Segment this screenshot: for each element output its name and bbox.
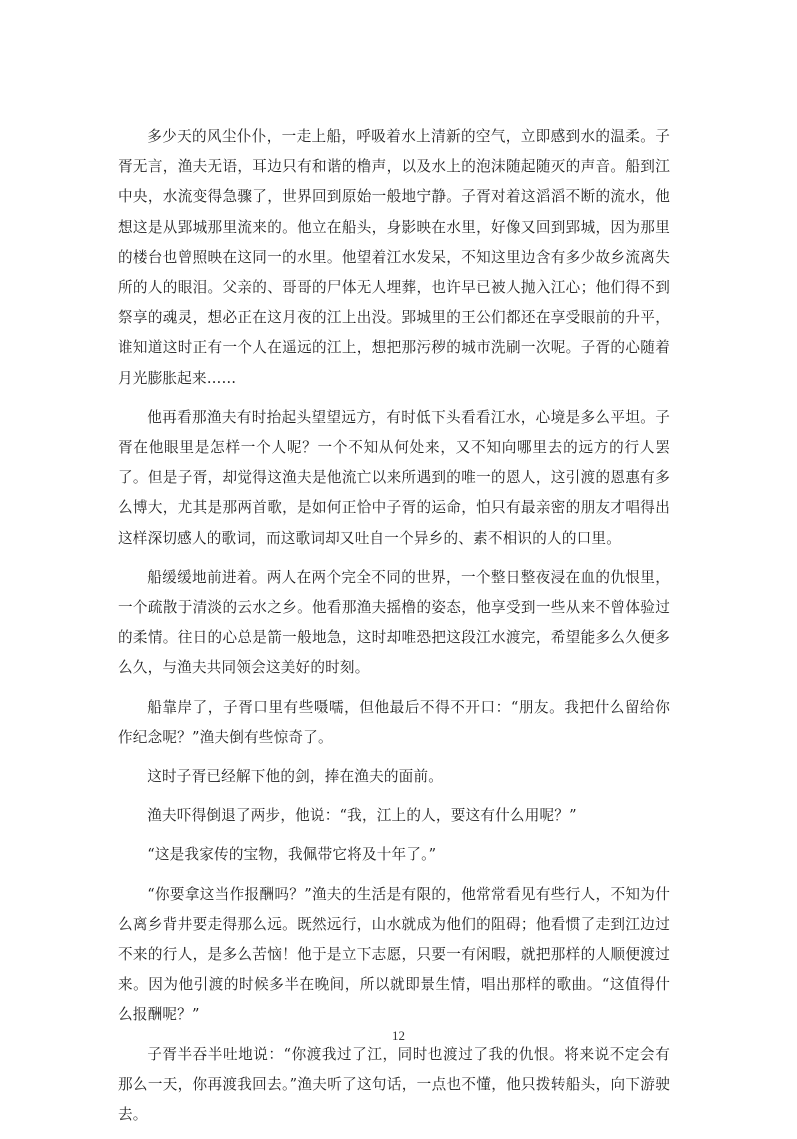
body-text	[118, 122, 670, 1139]
paragraph-7: “这是我家传的宝物，我佩带它将及十年了。”	[147, 846, 437, 864]
paragraph-3: 船缓缓地前进着。两人在两个完全不同的世界，一个整日整夜浸在血的仇恨里，一个疏散于清淡的云水之乡。他看那渔夫摇橹的姿态，他享受到一些从来不曾体验过的柔情。往日的心总是箭一般地急，这时却唯恐把这段江水渡完，希望能多么久便多么久，与渔夫共同领会这美好的时刻。	[118, 568, 670, 677]
paragraph-9: 子胥半吞半吐地说：“你渡我过了江，同时也渡过了我的仇恨。将来说不定会有那么一天，你再渡我回去。”渔夫听了这句话，一点也不懂，他只拨转船头，向下游驶去。	[118, 1045, 670, 1124]
paragraph-5: 这时子胥已经解下他的剑，捧在渔夫的面前。	[147, 768, 444, 786]
paragraph-8: “你要拿这当作报酬吗？”渔夫的生活是有限的，他常常看见有些行人，不知为什么离乡背井要走得那么远。既然远行，山水就成为他们的阻碍；他看惯了走到江边过不来的行人，是多么苦恼！他于是立下志愿，只要一有闲暇，就把那样的人顺便渡过来。因为他引渡的时候多半在晚间，所以就即景生情，唱出那样的歌曲。“这值得什么报酬呢？”	[118, 885, 670, 1024]
paragraph-6: 渔夫吓得倒退了两步，他说：“我，江上的人，要这有什么用呢？”	[147, 807, 577, 825]
paragraph-1: 多少天的风尘仆仆，一走上船，呼吸着水上清新的空气，立即感到水的温柔。子胥无言，渔夫无语，耳边只有和谐的橹声，以及水上的泡沫随起随灭的声音。船到江中央，水流变得急骤了，世界回到原始一般地宁静。子胥对着这滔滔不断的流水，他想这是从郢城那里流来的。他立在船头，身影映在水里，好像又回到郢城，因为那里的楼台也曾照映在这同一的水里。他望着江水发呆，不知这里边含有多少故乡流离失所的人的眼泪。父亲的、哥哥的尸体无人埋葬，也许早已被人抛入江心；他们得不到祭享的魂灵，想必正在这月夜的江上出没。郢城里的王公们都还在享受眼前的升平，谁知道这时正有一个人在遥远的江上，想把那污秽的城市洗刷一次呢。子胥的心随着月光膨胀起来……	[118, 128, 670, 387]
paragraph-2: 他再看那渔夫有时抬起头望望远方，有时低下头看看江水，心境是多么平坦。子胥在他眼里是怎样一个人呢？一个不知从何处来，又不知向哪里去的远方的行人罢了。但是子胥，却觉得这渔夫是他流亡以来所遇到的唯一的恩人，这引渡的恩惠有多么博大，尤其是那两首歌，是如何正恰中子胥的运命，怕只有最亲密的朋友才唱得出这样深切感人的歌词，而这歌词却又吐自一个异乡的、素不相识的人的口里。	[118, 408, 670, 547]
paragraph-4: 船靠岸了，子胥口里有些嗫嚅，但他最后不得不开口：“朋友。我把什么留给你作纪念呢？”渔夫倒有些惊奇了。	[118, 698, 670, 746]
page-number: 12	[392, 1028, 405, 1043]
